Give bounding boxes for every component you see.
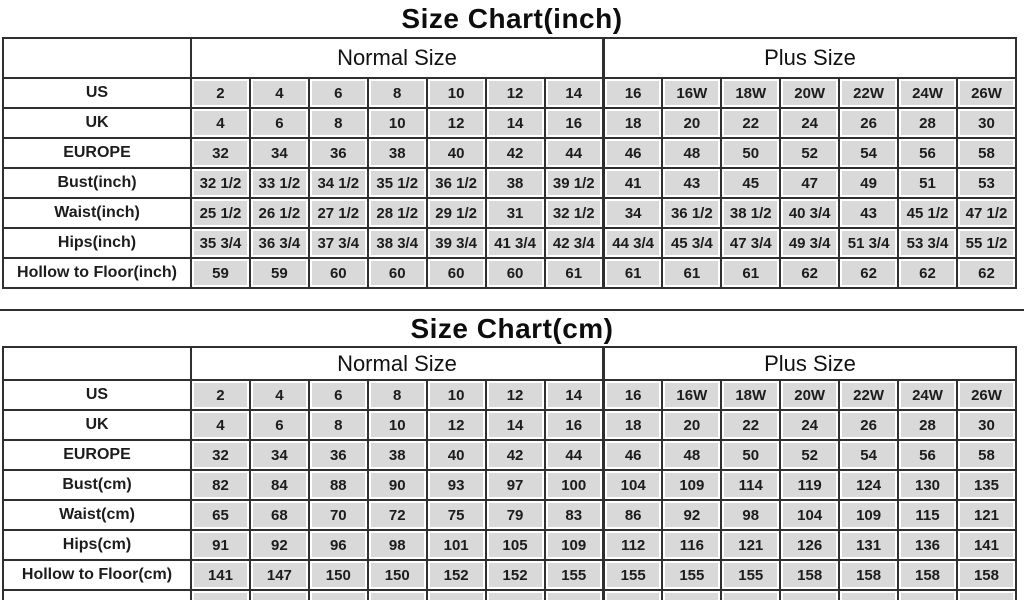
data-cell: 42 3/4 [545, 228, 604, 258]
data-cell: 30 [957, 108, 1016, 138]
data-cell: 55 1/2 [957, 228, 1016, 258]
data-cell: 14 [486, 410, 545, 440]
data-cell: 35 3/4 [191, 228, 250, 258]
data-cell: 109 [662, 470, 721, 500]
data-cell: 16 [603, 78, 662, 108]
table-row [3, 198, 1016, 228]
data-cell: 98 [721, 500, 780, 530]
data-cell: 24W [898, 380, 957, 410]
data-cell: 59 [191, 258, 250, 288]
data-cell: 150 [368, 560, 427, 590]
data-cell: 70 [309, 500, 368, 530]
data-cell: 155 [545, 560, 604, 590]
data-cell: 32 1/2 [191, 168, 250, 198]
data-cell: 32 1/2 [545, 198, 604, 228]
data-cell: 6 [250, 108, 309, 138]
table-row [3, 380, 1016, 410]
data-cell: 60 [368, 258, 427, 288]
data-cell: 40 [427, 138, 486, 168]
data-cell: 2 [191, 78, 250, 108]
data-cell: 12 [486, 78, 545, 108]
corner-cell [3, 38, 191, 78]
plus-size-header: Plus Size [603, 38, 1016, 78]
data-cell: 119 [780, 470, 839, 500]
data-cell: 26W [957, 78, 1016, 108]
row-label-cell: Hips(inch) [3, 228, 191, 258]
data-cell: 18W [721, 380, 780, 410]
data-cell: 22W [839, 380, 898, 410]
table-row [3, 440, 1016, 470]
data-cell: 60 [486, 258, 545, 288]
table-row [3, 560, 1016, 590]
data-cell: 36 [309, 440, 368, 470]
data-cell: 32 [191, 440, 250, 470]
data-cell: 4 [250, 380, 309, 410]
data-cell: 48 [662, 440, 721, 470]
data-cell: 8 [368, 78, 427, 108]
data-cell: 65 [191, 500, 250, 530]
data-cell: 112 [603, 530, 662, 560]
data-cell: 38 [368, 440, 427, 470]
data-cell: 14 [545, 380, 604, 410]
table-row [3, 228, 1016, 258]
data-cell: 141 [957, 530, 1016, 560]
data-cell: 28 [898, 410, 957, 440]
data-cell: 51 [898, 168, 957, 198]
data-cell: 61 [721, 258, 780, 288]
data-cell: 39 3/4 [427, 228, 486, 258]
data-cell: 96 [309, 530, 368, 560]
data-cell: 42 [486, 138, 545, 168]
data-cell: 141 [191, 560, 250, 590]
data-cell: 152 [427, 560, 486, 590]
data-cell: 131 [839, 530, 898, 560]
data-cell: 16 [545, 108, 604, 138]
data-cell: 10 [368, 410, 427, 440]
data-cell: 33 1/2 [250, 168, 309, 198]
data-cell: 62 [780, 258, 839, 288]
data-cell: 18 [603, 410, 662, 440]
data-cell: 116 [662, 530, 721, 560]
data-cell: 54 [839, 440, 898, 470]
data-cell: 24W [898, 78, 957, 108]
data-cell: 16W [662, 78, 721, 108]
size-chart-inch-title: Size Chart(inch) [401, 3, 623, 34]
row-label-cell [3, 590, 191, 600]
table-row [3, 410, 1016, 440]
data-cell: 75 [427, 500, 486, 530]
size-chart-cm-table [2, 346, 1017, 600]
row-label-cell: US [3, 380, 191, 410]
data-cell: 92 [250, 530, 309, 560]
data-cell: 155 [603, 560, 662, 590]
data-cell: 18 [603, 108, 662, 138]
row-label-cell: EUROPE [3, 440, 191, 470]
data-cell: 34 [250, 138, 309, 168]
data-cell: 10 [427, 380, 486, 410]
table-row [3, 470, 1016, 500]
data-cell: 50 [721, 440, 780, 470]
data-cell: 36 [309, 138, 368, 168]
table-row [3, 108, 1016, 138]
data-cell: 136 [898, 530, 957, 560]
group-header-row [3, 347, 1016, 380]
row-label-cell: US [3, 78, 191, 108]
data-cell: 44 3/4 [603, 228, 662, 258]
data-cell: 60 [427, 258, 486, 288]
data-cell: 48 [662, 138, 721, 168]
table-row [3, 258, 1016, 288]
data-cell: 59 [250, 258, 309, 288]
size-chart-cm-section [0, 309, 1024, 600]
data-cell: 44 [545, 138, 604, 168]
data-cell: 44 [545, 440, 604, 470]
table-row [3, 78, 1016, 108]
data-cell: 126 [780, 530, 839, 560]
data-cell: 16 [603, 380, 662, 410]
data-cell: 158 [957, 560, 1016, 590]
data-cell: 61 [603, 258, 662, 288]
data-cell: 12 [427, 108, 486, 138]
data-cell: 26W [957, 380, 1016, 410]
data-cell: 32 [191, 138, 250, 168]
data-cell: 43 [839, 198, 898, 228]
data-cell: 56 [898, 440, 957, 470]
data-cell: 62 [898, 258, 957, 288]
data-cell: 97 [486, 470, 545, 500]
data-cell: 47 1/2 [957, 198, 1016, 228]
data-cell: 36 1/2 [427, 168, 486, 198]
data-cell: 91 [191, 530, 250, 560]
row-label-cell: Bust(cm) [3, 470, 191, 500]
data-cell: 52 [780, 440, 839, 470]
row-label-cell: Hollow to Floor(cm) [3, 560, 191, 590]
data-cell: 43 [662, 168, 721, 198]
data-cell: 4 [191, 108, 250, 138]
data-cell: 20 [662, 108, 721, 138]
table-row [3, 168, 1016, 198]
row-label-cell: Hollow to Floor(inch) [3, 258, 191, 288]
data-cell: 24 [780, 410, 839, 440]
data-cell: 10 [427, 78, 486, 108]
data-cell: 10 [368, 108, 427, 138]
data-cell: 24 [780, 108, 839, 138]
data-cell: 93 [427, 470, 486, 500]
data-cell: 79 [486, 500, 545, 530]
data-cell: 101 [427, 530, 486, 560]
size-chart-inch-section [0, 0, 1024, 289]
data-cell: 53 [957, 168, 1016, 198]
data-cell: 100 [545, 470, 604, 500]
data-cell: 41 [603, 168, 662, 198]
data-cell: 22 [721, 410, 780, 440]
data-cell: 6 [250, 410, 309, 440]
data-cell: 26 1/2 [250, 198, 309, 228]
data-cell: 20W [780, 78, 839, 108]
size-chart-cm-title: Size Chart(cm) [410, 313, 614, 344]
data-cell: 36 1/2 [662, 198, 721, 228]
data-cell: 158 [898, 560, 957, 590]
data-cell: 42 [486, 440, 545, 470]
data-cell: 115 [898, 500, 957, 530]
data-cell: 4 [250, 78, 309, 108]
data-cell: 30 [957, 410, 1016, 440]
data-cell: 121 [721, 530, 780, 560]
row-label-cell: Waist(inch) [3, 198, 191, 228]
data-cell: 158 [780, 560, 839, 590]
data-cell: 104 [780, 500, 839, 530]
data-cell: 22W [839, 78, 898, 108]
data-cell: 49 [839, 168, 898, 198]
data-cell: 8 [309, 108, 368, 138]
size-chart-inch-table [2, 37, 1017, 289]
data-cell: 22 [721, 108, 780, 138]
normal-size-header: Normal Size [191, 347, 603, 380]
row-label-cell: Waist(cm) [3, 500, 191, 530]
corner-cell [3, 347, 191, 380]
data-cell: 105 [486, 530, 545, 560]
row-label-cell: UK [3, 410, 191, 440]
data-cell: 8 [368, 380, 427, 410]
row-label-cell: Bust(inch) [3, 168, 191, 198]
data-cell: 28 1/2 [368, 198, 427, 228]
data-cell: 83 [545, 500, 604, 530]
data-cell: 92 [662, 500, 721, 530]
data-cell: 34 1/2 [309, 168, 368, 198]
data-cell: 12 [427, 410, 486, 440]
table-row [3, 530, 1016, 560]
data-cell: 37 3/4 [309, 228, 368, 258]
data-cell: 56 [898, 138, 957, 168]
plus-size-header: Plus Size [603, 347, 1016, 380]
data-cell: 46 [603, 440, 662, 470]
data-cell: 31 [486, 198, 545, 228]
data-cell: 155 [721, 560, 780, 590]
data-cell: 84 [250, 470, 309, 500]
data-cell: 34 [250, 440, 309, 470]
data-cell: 58 [957, 440, 1016, 470]
data-cell: 26 [839, 410, 898, 440]
data-cell: 90 [368, 470, 427, 500]
data-cell: 27 1/2 [309, 198, 368, 228]
data-cell: 88 [309, 470, 368, 500]
data-cell: 46 [603, 138, 662, 168]
data-cell: 50 [721, 138, 780, 168]
data-cell: 49 3/4 [780, 228, 839, 258]
data-cell: 60 [309, 258, 368, 288]
data-cell: 47 [780, 168, 839, 198]
data-cell: 38 [486, 168, 545, 198]
data-cell: 25 1/2 [191, 198, 250, 228]
group-header-row [3, 38, 1016, 78]
row-label-cell: UK [3, 108, 191, 138]
data-cell: 130 [898, 470, 957, 500]
data-cell: 109 [545, 530, 604, 560]
data-cell: 4 [191, 410, 250, 440]
data-cell: 47 3/4 [721, 228, 780, 258]
clipped-partial-row [3, 590, 1016, 600]
data-cell: 114 [721, 470, 780, 500]
table-row [3, 500, 1016, 530]
data-cell: 152 [486, 560, 545, 590]
data-cell: 61 [545, 258, 604, 288]
data-cell: 62 [839, 258, 898, 288]
data-cell: 16W [662, 380, 721, 410]
data-cell: 16 [545, 410, 604, 440]
data-cell: 45 3/4 [662, 228, 721, 258]
data-cell: 53 3/4 [898, 228, 957, 258]
data-cell: 98 [368, 530, 427, 560]
row-label-cell: EUROPE [3, 138, 191, 168]
data-cell: 14 [545, 78, 604, 108]
data-cell: 86 [603, 500, 662, 530]
data-cell: 34 [603, 198, 662, 228]
data-cell: 39 1/2 [545, 168, 604, 198]
data-cell: 121 [957, 500, 1016, 530]
data-cell: 58 [957, 138, 1016, 168]
data-cell: 26 [839, 108, 898, 138]
data-cell: 155 [662, 560, 721, 590]
table-row [3, 138, 1016, 168]
data-cell: 2 [191, 380, 250, 410]
data-cell: 8 [309, 410, 368, 440]
data-cell: 72 [368, 500, 427, 530]
data-cell: 135 [957, 470, 1016, 500]
data-cell: 147 [250, 560, 309, 590]
data-cell: 29 1/2 [427, 198, 486, 228]
data-cell: 12 [486, 380, 545, 410]
row-label-cell: Hips(cm) [3, 530, 191, 560]
data-cell: 14 [486, 108, 545, 138]
data-cell: 52 [780, 138, 839, 168]
data-cell: 38 3/4 [368, 228, 427, 258]
data-cell: 150 [309, 560, 368, 590]
data-cell: 41 3/4 [486, 228, 545, 258]
data-cell: 20 [662, 410, 721, 440]
data-cell: 40 3/4 [780, 198, 839, 228]
data-cell: 28 [898, 108, 957, 138]
data-cell: 6 [309, 78, 368, 108]
data-cell: 38 [368, 138, 427, 168]
data-cell: 38 1/2 [721, 198, 780, 228]
data-cell: 18W [721, 78, 780, 108]
data-cell: 109 [839, 500, 898, 530]
normal-size-header: Normal Size [191, 38, 603, 78]
data-cell: 62 [957, 258, 1016, 288]
data-cell: 124 [839, 470, 898, 500]
data-cell: 35 1/2 [368, 168, 427, 198]
data-cell: 158 [839, 560, 898, 590]
data-cell: 104 [603, 470, 662, 500]
data-cell: 51 3/4 [839, 228, 898, 258]
data-cell: 6 [309, 380, 368, 410]
data-cell: 45 [721, 168, 780, 198]
data-cell: 40 [427, 440, 486, 470]
data-cell: 36 3/4 [250, 228, 309, 258]
data-cell: 45 1/2 [898, 198, 957, 228]
data-cell: 61 [662, 258, 721, 288]
data-cell: 82 [191, 470, 250, 500]
data-cell: 68 [250, 500, 309, 530]
data-cell: 54 [839, 138, 898, 168]
data-cell: 20W [780, 380, 839, 410]
